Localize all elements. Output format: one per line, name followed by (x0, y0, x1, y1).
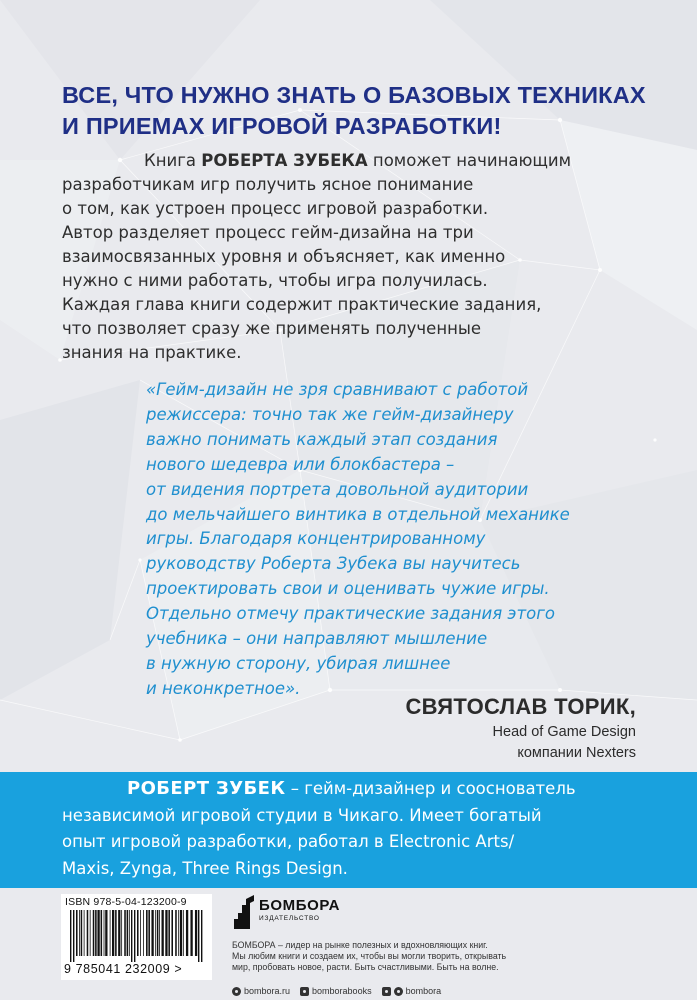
social-website-label: bombora.ru (244, 986, 291, 996)
author-name-bold: РОБЕРТА ЗУБЕКА (201, 151, 368, 170)
quote-line: игры. Благодаря концентрированному (146, 529, 486, 549)
instagram-icon (232, 987, 241, 996)
description-line-9: знания на практике. (62, 343, 242, 362)
social-vk-label: bomborabooks (312, 986, 372, 996)
description-prefix: Книга (144, 151, 202, 170)
book-description (62, 149, 672, 365)
quote-line: нового шедевра или блокбастера – (146, 454, 455, 474)
quote-line: от видения портрета довольной аудитории (146, 479, 529, 499)
quote-line: «Гейм-дизайн не зря сравнивают с работой (146, 380, 529, 399)
author-bio-line-4: Maxis, Zynga, Three Rings Design. (62, 858, 348, 878)
description-line-8: что позволяет сразу же применять полученные (62, 319, 482, 338)
quote-line: проектировать свои и оценивать чужие игры. (146, 579, 550, 599)
description-line-5: взаимосвязанных уровня и объясняет, как именно (62, 247, 506, 266)
signature-role-2: компании Nexters (517, 745, 636, 761)
quote-line: режиссера: точно так же гейм-дизайнеру (146, 404, 514, 424)
headline (62, 80, 662, 142)
social-vk[interactable] (300, 986, 372, 996)
review-quote (146, 378, 686, 702)
publisher-socials (232, 985, 451, 997)
description-suffix: поможет начинающим (367, 151, 572, 170)
quote-line: и неконкретное». (146, 678, 301, 698)
publisher-blurb-line-3: мир, пробовать новое, расти. Быть счастливыми. Быть на волне. (232, 961, 499, 972)
signature-role-1: Head of Game Design (492, 724, 636, 740)
quote-signature (405, 692, 636, 764)
signature-name: СВЯТОСЛАВ ТОРИК, (405, 694, 636, 719)
author-bio-line-2: независимой игровой студии в Чикаго. Имеет богатый (62, 805, 542, 825)
publisher-blurb (232, 940, 672, 972)
quote-line: руководству Роберта Зубека вы научитесь (146, 554, 521, 574)
quote-line: учебника – они направляют мышление (146, 629, 488, 649)
publisher-blurb-line-2: Мы любим книги и создаем их, чтобы вы могли творить, открывать (232, 950, 507, 961)
quote-line: в нужную сторону, убирая лишнее (146, 653, 451, 673)
isbn-label: ISBN 978-5-04-123200-9 (65, 896, 187, 908)
headline-line-1: ВСЕ, ЧТО НУЖНО ЗНАТЬ О БАЗОВЫХ ТЕХНИКАХ (62, 82, 646, 108)
quote-line: важно понимать каждый этап создания (146, 429, 498, 449)
publisher-subtitle: ИЗДАТЕЛЬСТВО (259, 915, 320, 922)
vk-icon (300, 987, 309, 996)
quote-line: до мельчайшего винтика в отдельной механике (146, 504, 570, 524)
description-line-7: Каждая глава книги содержит практические задания, (62, 295, 542, 314)
bombora-logo-icon (232, 895, 256, 931)
author-bio (62, 776, 682, 882)
description-line-6: нужно с ними работать, чтобы игра получилась. (62, 271, 488, 290)
description-line-1 (62, 149, 672, 173)
quote-line: Отдельно отмечу практические задания этого (146, 604, 555, 624)
telegram-icon (394, 987, 403, 996)
social-messengers[interactable] (382, 986, 442, 996)
author-name: РОБЕРТ ЗУБЕК (127, 778, 286, 799)
author-bio-line-1 (62, 776, 682, 803)
youtube-icon (382, 987, 391, 996)
barcode-panel (61, 894, 212, 980)
publisher-name: БОМБОРА (259, 897, 341, 914)
headline-line-2: И ПРИЕМАХ ИГРОВОЙ РАЗРАБОТКИ! (62, 113, 502, 139)
barcode-digits: 9 785041 232009 > (64, 962, 183, 976)
social-messengers-label: bombora (405, 986, 442, 996)
social-website[interactable] (232, 986, 290, 996)
publisher-blurb-line-1: БОМБОРА – лидер на рынке полезных и вдохновляющих книг. (232, 940, 488, 950)
barcode-icon (64, 910, 209, 962)
author-bio-line-3: опыт игровой разработки, работал в Electronic Arts/ (62, 832, 515, 851)
author-bio-suffix: – гейм-дизайнер и сооснователь (285, 779, 576, 798)
publisher-logo (232, 893, 372, 933)
description-line-2: разработчикам игр получить ясное понимание (62, 175, 474, 194)
description-line-4: Автор разделяет процесс гейм-дизайна на три (62, 223, 474, 242)
description-line-3: о том, как устроен процесс игровой разработки. (62, 199, 489, 218)
